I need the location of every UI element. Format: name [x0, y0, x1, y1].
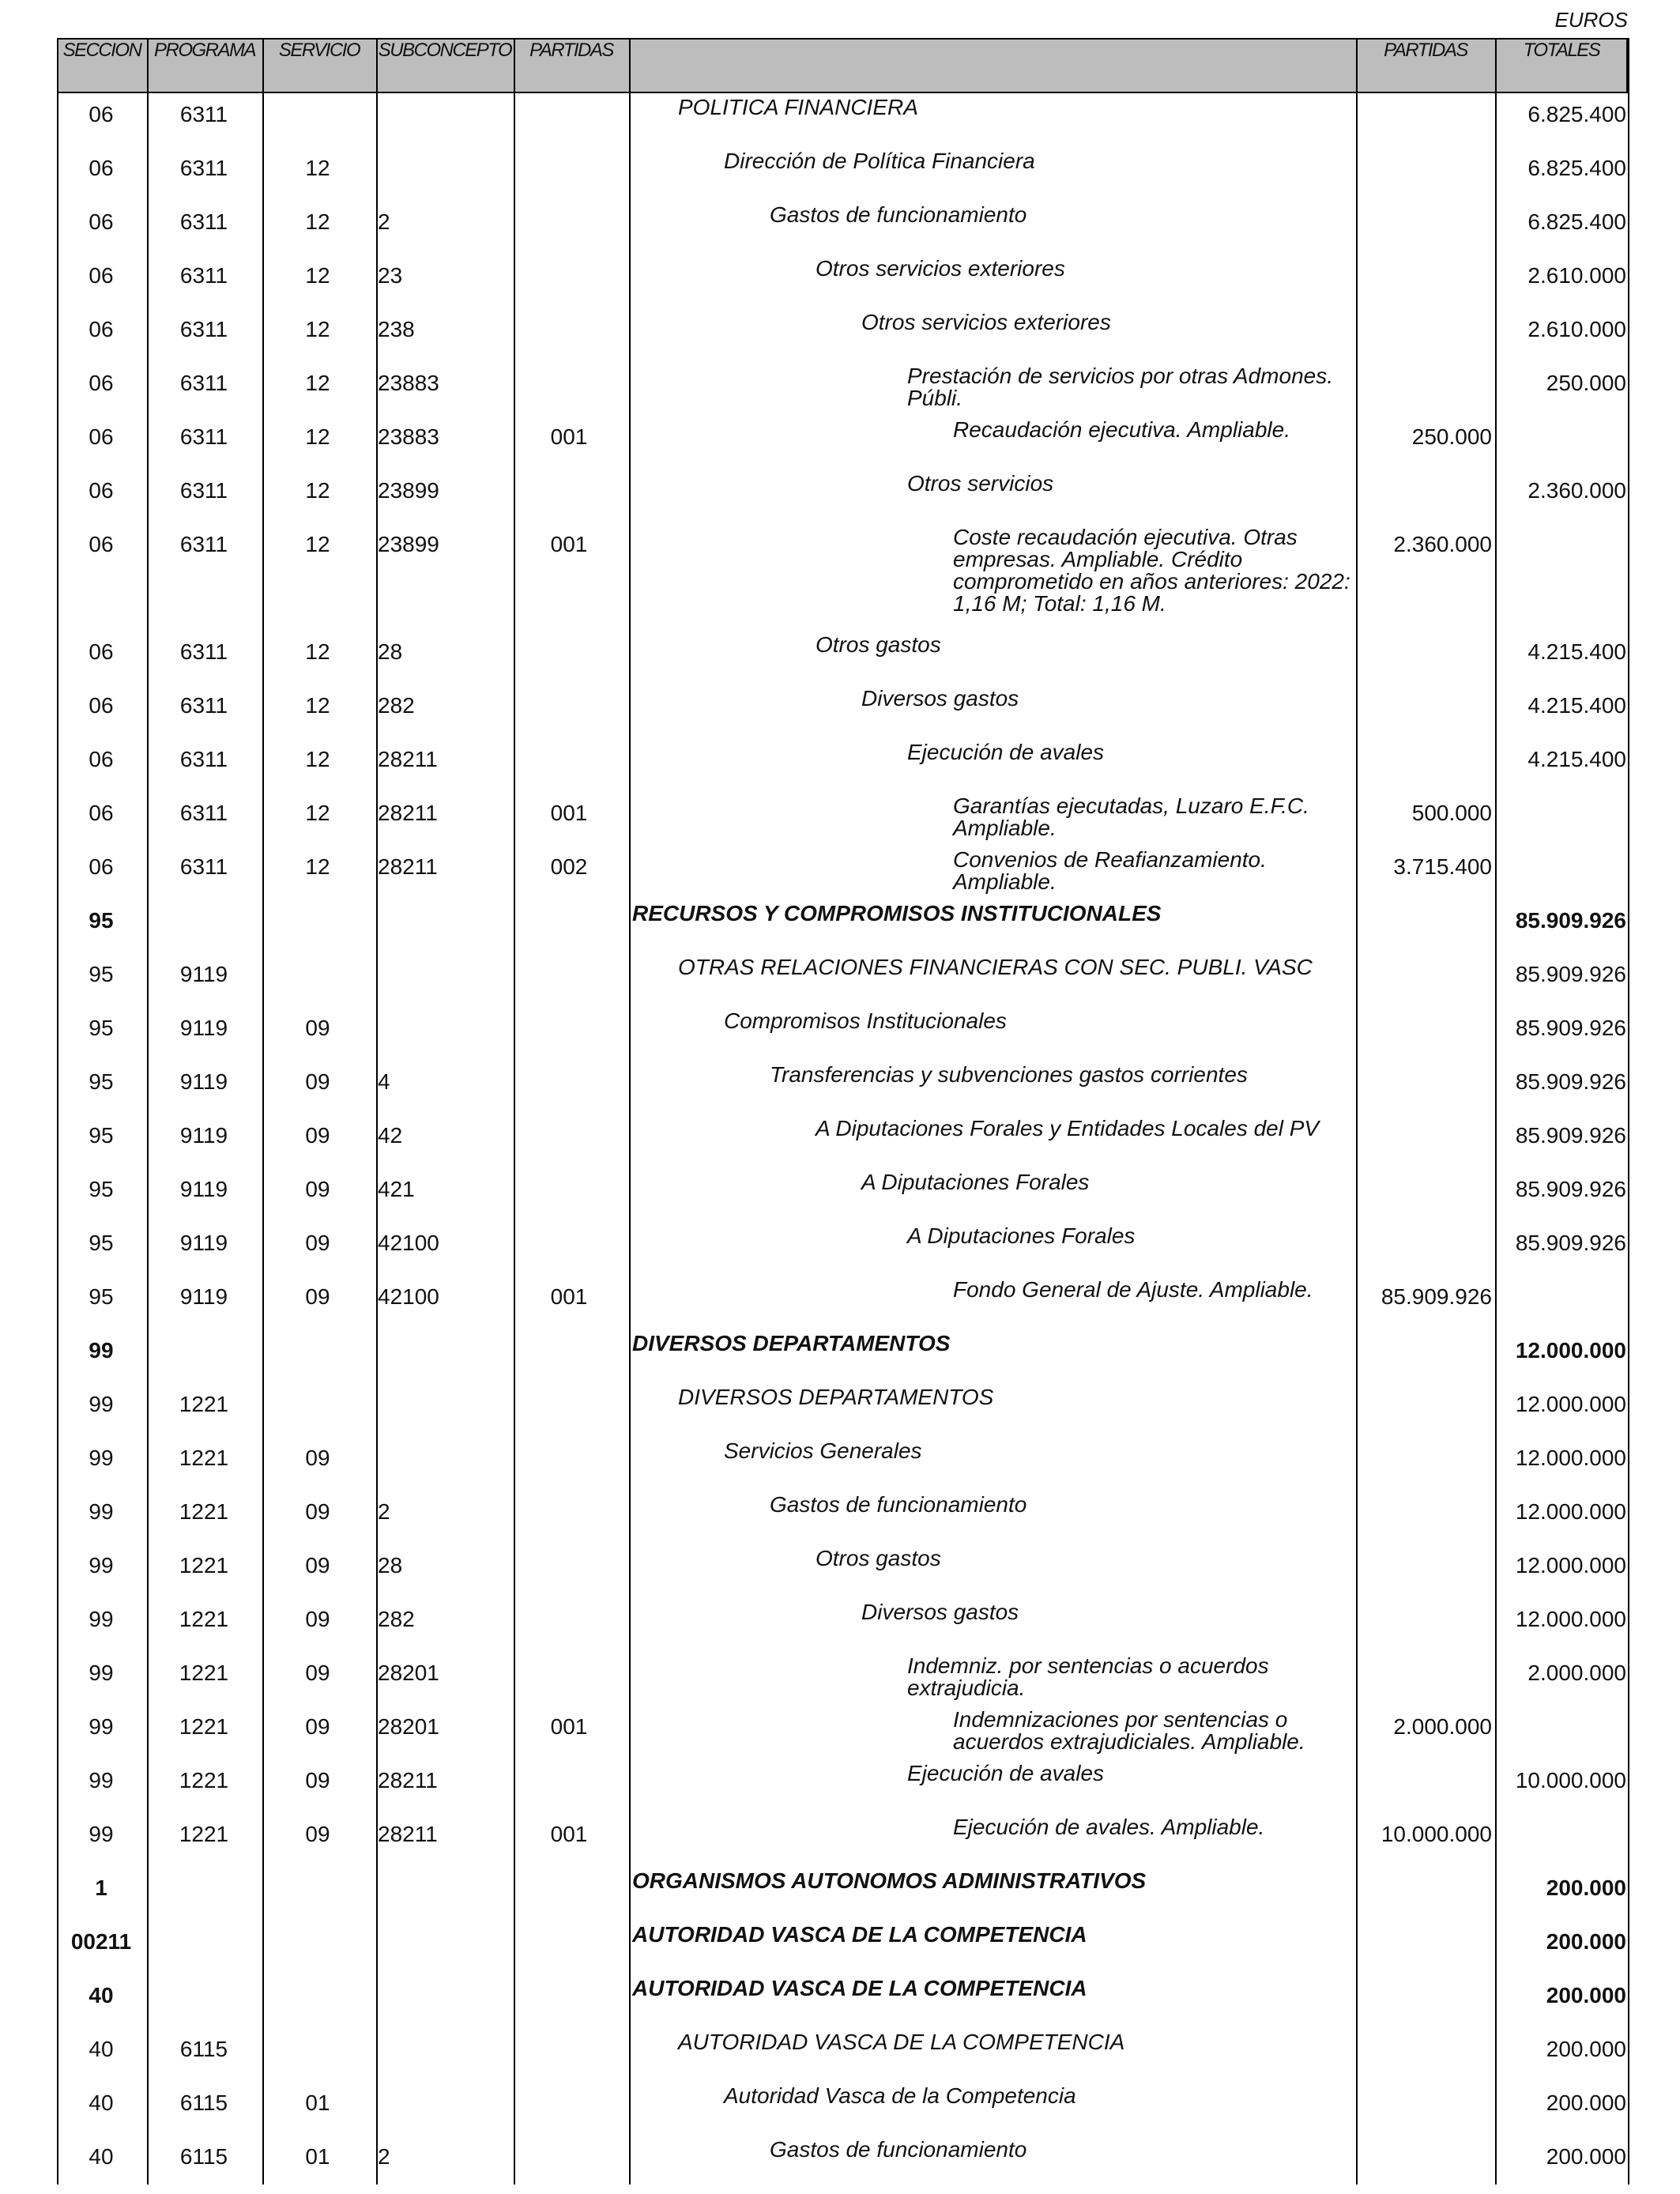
cell-seccion: 06	[89, 424, 114, 449]
table-row	[0, 471, 1680, 525]
cell-subconcepto: 28201	[378, 1714, 439, 1739]
cell-total: 12.000.000	[1515, 1607, 1626, 1631]
cell-servicio: 09	[305, 1123, 330, 1148]
cell-description: DIVERSOS DEPARTAMENTOS	[632, 1331, 951, 1355]
cell-seccion: 99	[89, 1607, 114, 1631]
cell-description: AUTORIDAD VASCA DE LA COMPETENCIA	[632, 1976, 1087, 2000]
table-row	[0, 1600, 1680, 1653]
table-row	[0, 1922, 1680, 1976]
table-row	[0, 202, 1680, 256]
cell-total: 2.360.000	[1527, 478, 1626, 503]
cell-programa: 1221	[179, 1714, 229, 1739]
cell-servicio: 09	[305, 1446, 330, 1470]
cell-subconcepto: 23883	[378, 371, 439, 395]
table-row	[0, 1008, 1680, 1062]
cell-programa: 1221	[179, 1822, 229, 1846]
header-servicio: SERVICIO	[278, 40, 360, 61]
header-seccion: SECCION	[62, 40, 141, 61]
cell-subconcepto: 282	[378, 693, 415, 718]
cell-programa: 9119	[179, 1284, 228, 1309]
cell-seccion: 06	[89, 747, 114, 771]
table-row	[0, 1438, 1680, 1492]
table-row	[0, 1868, 1680, 1922]
cell-seccion: 06	[89, 639, 114, 664]
cell-total: 85.909.926	[1515, 962, 1626, 986]
cell-total: 200.000	[1546, 1875, 1626, 1900]
table-row	[0, 95, 1680, 149]
table-row	[0, 417, 1680, 471]
cell-programa: 6311	[179, 371, 228, 395]
cell-description: OTRAS RELACIONES FINANCIERAS CON SEC. PUBLI. VASC	[678, 955, 1313, 979]
table-row	[0, 1331, 1680, 1385]
table-row	[0, 1170, 1680, 1223]
cell-seccion: 95	[89, 1231, 114, 1255]
cell-programa: 1221	[179, 1553, 229, 1578]
cell-total: 6.825.400	[1527, 102, 1626, 126]
cell-servicio: 09	[305, 1069, 330, 1094]
cell-total: 4.215.400	[1527, 747, 1626, 771]
cell-programa: 6311	[179, 209, 228, 234]
cell-subconcepto: 23899	[378, 478, 439, 503]
cell-partida-amount: 3.715.400	[1393, 854, 1492, 879]
cell-servicio: 09	[305, 1499, 330, 1524]
cell-partida-amount: 500.000	[1411, 801, 1492, 825]
cell-servicio: 09	[305, 1553, 330, 1578]
cell-seccion: 06	[89, 209, 114, 234]
cell-programa: 6311	[179, 747, 228, 771]
cell-programa: 6311	[179, 854, 228, 879]
cell-programa: 9119	[179, 1069, 228, 1094]
cell-partida: 001	[550, 1822, 588, 1846]
cell-description: AUTORIDAD VASCA DE LA COMPETENCIA	[678, 2030, 1125, 2054]
cell-seccion: 06	[89, 478, 114, 503]
header-partidas: PARTIDAS	[529, 40, 613, 61]
cell-description: A Diputaciones Forales	[907, 1223, 1136, 1248]
cell-description: Transferencias y subvenciones gastos corrientes	[770, 1062, 1248, 1087]
cell-seccion: 40	[89, 1983, 114, 2007]
header-subconcepto: SUBCONCEPTO	[378, 40, 512, 61]
cell-seccion: 06	[89, 801, 114, 825]
cell-description: Dirección de Política Financiera	[724, 149, 1035, 173]
cell-subconcepto: 4	[378, 1069, 390, 1094]
cell-description: Coste recaudación ejecutiva. Otras empresas. Ampliable. Crédito comprometido en años anteriores: 2022: 1,16 M; Total: 1,16 M.	[953, 525, 1350, 616]
cell-subconcepto: 28201	[378, 1661, 439, 1685]
cell-description: Gastos de funcionamiento	[770, 2137, 1027, 2162]
cell-description: Otros servicios	[907, 471, 1054, 496]
cell-partida: 001	[550, 1714, 588, 1739]
cell-description: Garantías ejecutadas, Luzaro E.F.C. Ampliable.	[953, 794, 1309, 840]
table-row	[0, 1492, 1680, 1546]
table-row	[0, 1761, 1680, 1815]
cell-total: 200.000	[1546, 1983, 1626, 2007]
cell-partida: 001	[550, 424, 588, 449]
cell-partida: 001	[550, 801, 588, 825]
table-row	[0, 1976, 1680, 2030]
table-row	[0, 1385, 1680, 1438]
table-row	[0, 740, 1680, 794]
cell-programa: 6311	[179, 102, 228, 126]
cell-total: 10.000.000	[1515, 1768, 1626, 1793]
cell-seccion: 06	[89, 371, 114, 395]
cell-programa: 1221	[179, 1446, 229, 1470]
cell-partida-amount: 2.000.000	[1393, 1714, 1492, 1739]
cell-total: 6.825.400	[1527, 209, 1626, 234]
cell-subconcepto: 421	[378, 1177, 415, 1201]
table-row	[0, 525, 1680, 632]
cell-seccion: 06	[89, 263, 114, 288]
cell-seccion: 95	[89, 908, 114, 933]
cell-description: Ejecución de avales	[907, 740, 1105, 764]
table-row	[0, 955, 1680, 1008]
cell-servicio: 12	[305, 478, 330, 503]
cell-description: Indemnizaciones por sentencias o acuerdos extrajudiciales. Ampliable.	[953, 1707, 1305, 1754]
cell-subconcepto: 23899	[378, 532, 439, 556]
cell-subconcepto: 238	[378, 317, 415, 341]
cell-partida: 001	[550, 1284, 588, 1309]
table-row	[0, 1815, 1680, 1868]
cell-servicio: 09	[305, 1768, 330, 1793]
cell-servicio: 12	[305, 156, 330, 180]
cell-total: 200.000	[1546, 2144, 1626, 2169]
table-row	[0, 2083, 1680, 2137]
cell-programa: 6311	[179, 478, 228, 503]
cell-servicio: 12	[305, 801, 330, 825]
cell-servicio: 09	[305, 1177, 330, 1201]
table-row	[0, 364, 1680, 417]
cell-seccion: 95	[89, 1177, 114, 1201]
cell-total: 85.909.926	[1515, 1231, 1626, 1255]
cell-servicio: 09	[305, 1016, 330, 1040]
cell-seccion: 06	[89, 854, 114, 879]
cell-total: 12.000.000	[1515, 1338, 1626, 1363]
cell-subconcepto: 23883	[378, 424, 439, 449]
table-row	[0, 1062, 1680, 1116]
cell-servicio: 12	[305, 532, 330, 556]
cell-programa: 9119	[179, 1231, 228, 1255]
cell-programa: 6311	[179, 424, 228, 449]
cell-partida-amount: 250.000	[1411, 424, 1492, 449]
cell-description: Gastos de funcionamiento	[770, 202, 1027, 227]
cell-total: 250.000	[1546, 371, 1626, 395]
cell-description: Ejecución de avales	[907, 1761, 1105, 1785]
table-row	[0, 256, 1680, 310]
cell-total: 85.909.926	[1515, 908, 1626, 933]
cell-seccion: 40	[89, 2090, 114, 2115]
cell-description: Indemniz. por sentencias o acuerdos extrajudicia.	[907, 1653, 1269, 1700]
cell-subconcepto: 28211	[378, 747, 438, 771]
cell-servicio: 09	[305, 1661, 330, 1685]
cell-description: AUTORIDAD VASCA DE LA COMPETENCIA	[632, 1922, 1087, 1947]
cell-total: 200.000	[1546, 2090, 1626, 2115]
cell-seccion: 95	[89, 1284, 114, 1309]
cell-seccion: 99	[89, 1661, 114, 1685]
table-row	[0, 2030, 1680, 2083]
cell-total: 4.215.400	[1527, 639, 1626, 664]
cell-programa: 6115	[179, 2144, 228, 2169]
cell-description: Servicios Generales	[724, 1438, 922, 1463]
cell-seccion: 99	[89, 1338, 114, 1363]
cell-total: 2.610.000	[1527, 317, 1626, 341]
cell-programa: 6311	[179, 693, 228, 718]
cell-programa: 6311	[179, 317, 228, 341]
cell-servicio: 09	[305, 1607, 330, 1631]
cell-seccion: 99	[89, 1553, 114, 1578]
cell-seccion: 95	[89, 1069, 114, 1094]
cell-description: Recaudación ejecutiva. Ampliable.	[953, 417, 1290, 442]
cell-seccion: 99	[89, 1392, 114, 1416]
cell-subconcepto: 23	[378, 263, 403, 288]
cell-servicio: 09	[305, 1714, 330, 1739]
cell-programa: 6115	[179, 2037, 228, 2061]
cell-subconcepto: 28	[378, 1553, 403, 1578]
cell-programa: 9119	[179, 1123, 228, 1148]
cell-servicio: 01	[305, 2090, 330, 2115]
cell-partida: 002	[550, 854, 588, 879]
table-row	[0, 794, 1680, 847]
cell-seccion: 06	[89, 102, 114, 126]
header-totales: TOTALES	[1523, 40, 1600, 61]
cell-seccion: 06	[89, 317, 114, 341]
cell-servicio: 12	[305, 854, 330, 879]
table-row	[0, 2137, 1680, 2191]
cell-programa: 9119	[179, 1016, 228, 1040]
cell-total: 2.000.000	[1527, 1661, 1626, 1685]
cell-total: 12.000.000	[1515, 1446, 1626, 1470]
cell-subconcepto: 28211	[378, 1768, 438, 1793]
cell-programa: 1221	[179, 1607, 229, 1631]
cell-subconcepto: 42100	[378, 1231, 439, 1255]
cell-programa: 6311	[179, 801, 228, 825]
cell-description: Fondo General de Ajuste. Ampliable.	[953, 1277, 1313, 1302]
cell-description: Ejecución de avales. Ampliable.	[953, 1815, 1265, 1839]
cell-total: 12.000.000	[1515, 1392, 1626, 1416]
cell-description: Diversos gastos	[861, 1600, 1019, 1624]
cell-seccion: 99	[89, 1822, 114, 1846]
cell-description: RECURSOS Y COMPROMISOS INSTITUCIONALES	[632, 901, 1162, 925]
cell-seccion: 99	[89, 1499, 114, 1524]
cell-seccion: 99	[89, 1768, 114, 1793]
cell-partida-amount: 85.909.926	[1381, 1284, 1492, 1309]
cell-programa: 6311	[179, 156, 228, 180]
cell-description: Prestación de servicios por otras Admones. Públi.	[907, 364, 1333, 410]
cell-subconcepto: 28211	[378, 1822, 438, 1846]
cell-programa: 1221	[179, 1768, 229, 1793]
cell-partida-amount: 2.360.000	[1393, 532, 1492, 556]
cell-total: 200.000	[1546, 2037, 1626, 2061]
cell-subconcepto: 2	[378, 1499, 390, 1524]
cell-description: Otros servicios exteriores	[816, 256, 1065, 281]
cell-servicio: 12	[305, 263, 330, 288]
table-row	[0, 1277, 1680, 1331]
cell-servicio: 12	[305, 317, 330, 341]
cell-description: Otros servicios exteriores	[861, 310, 1111, 334]
cell-description: A Diputaciones Forales	[861, 1170, 1090, 1194]
currency-label: EUROS	[1554, 8, 1628, 32]
cell-servicio: 12	[305, 639, 330, 664]
cell-seccion: 40	[89, 2144, 114, 2169]
cell-seccion: 1	[95, 1875, 107, 1900]
cell-servicio: 09	[305, 1284, 330, 1309]
cell-total: 4.215.400	[1527, 693, 1626, 718]
header-description	[629, 38, 1356, 93]
header-programa: PROGRAMA	[153, 40, 255, 61]
cell-subconcepto: 42	[378, 1123, 403, 1148]
cell-total: 85.909.926	[1515, 1123, 1626, 1148]
cell-servicio: 01	[305, 2144, 330, 2169]
cell-seccion: 95	[89, 1123, 114, 1148]
cell-seccion: 40	[89, 2037, 114, 2061]
cell-seccion: 00211	[70, 1929, 132, 1954]
cell-programa: 9119	[179, 1177, 228, 1201]
cell-servicio: 12	[305, 209, 330, 234]
cell-servicio: 12	[305, 747, 330, 771]
cell-description: DIVERSOS DEPARTAMENTOS	[678, 1385, 994, 1409]
cell-description: Gastos de funcionamiento	[770, 1492, 1027, 1517]
cell-total: 85.909.926	[1515, 1016, 1626, 1040]
table-row	[0, 847, 1680, 901]
cell-description: Compromisos Institucionales	[724, 1008, 1007, 1033]
cell-programa: 1221	[179, 1392, 229, 1416]
cell-programa: 1221	[179, 1661, 229, 1685]
cell-servicio: 09	[305, 1231, 330, 1255]
cell-total: 12.000.000	[1515, 1553, 1626, 1578]
cell-subconcepto: 42100	[378, 1284, 439, 1309]
cell-seccion: 95	[89, 1016, 114, 1040]
cell-description: POLITICA FINANCIERA	[678, 95, 918, 119]
cell-subconcepto: 28211	[378, 801, 438, 825]
header-partidas-amount: PARTIDAS	[1384, 40, 1467, 61]
cell-description: A Diputaciones Forales y Entidades Locales del PV	[816, 1116, 1320, 1140]
cell-programa: 9119	[179, 962, 228, 986]
table-row	[0, 310, 1680, 364]
cell-description: Convenios de Reafianzamiento. Ampliable.	[953, 847, 1267, 894]
cell-servicio: 12	[305, 371, 330, 395]
cell-servicio: 12	[305, 693, 330, 718]
cell-seccion: 06	[89, 532, 114, 556]
cell-partida: 001	[550, 532, 588, 556]
cell-description: Otros gastos	[816, 1546, 941, 1570]
table-row	[0, 149, 1680, 202]
table-row	[0, 1546, 1680, 1600]
cell-seccion: 06	[89, 693, 114, 718]
cell-description: Otros gastos	[816, 632, 941, 657]
table-row	[0, 632, 1680, 686]
cell-subconcepto: 2	[378, 2144, 390, 2169]
cell-description: ORGANISMOS AUTONOMOS ADMINISTRATIVOS	[632, 1868, 1147, 1893]
cell-subconcepto: 282	[378, 1607, 415, 1631]
cell-subconcepto: 2	[378, 209, 390, 234]
cell-programa: 6311	[179, 639, 228, 664]
cell-description: Autoridad Vasca de la Competencia	[724, 2083, 1076, 2108]
table-row	[0, 686, 1680, 740]
cell-total: 200.000	[1546, 1929, 1626, 1954]
cell-programa: 6311	[179, 263, 228, 288]
cell-total: 2.610.000	[1527, 263, 1626, 288]
cell-seccion: 95	[89, 962, 114, 986]
cell-programa: 1221	[179, 1499, 229, 1524]
table-row	[0, 1223, 1680, 1277]
cell-seccion: 99	[89, 1714, 114, 1739]
cell-programa: 6115	[179, 2090, 228, 2115]
cell-total: 12.000.000	[1515, 1499, 1626, 1524]
table-row	[0, 1707, 1680, 1761]
cell-seccion: 99	[89, 1446, 114, 1470]
cell-total: 6.825.400	[1527, 156, 1626, 180]
cell-programa: 6311	[179, 532, 228, 556]
table-row	[0, 1653, 1680, 1707]
cell-subconcepto: 28	[378, 639, 403, 664]
cell-servicio: 12	[305, 424, 330, 449]
cell-total: 85.909.926	[1515, 1069, 1626, 1094]
cell-seccion: 06	[89, 156, 114, 180]
cell-description: Diversos gastos	[861, 686, 1019, 711]
table-row	[0, 1116, 1680, 1170]
cell-servicio: 09	[305, 1822, 330, 1846]
table-row	[0, 901, 1680, 955]
cell-subconcepto: 28211	[378, 854, 438, 879]
cell-partida-amount: 10.000.000	[1381, 1822, 1492, 1846]
cell-total: 85.909.926	[1515, 1177, 1626, 1201]
